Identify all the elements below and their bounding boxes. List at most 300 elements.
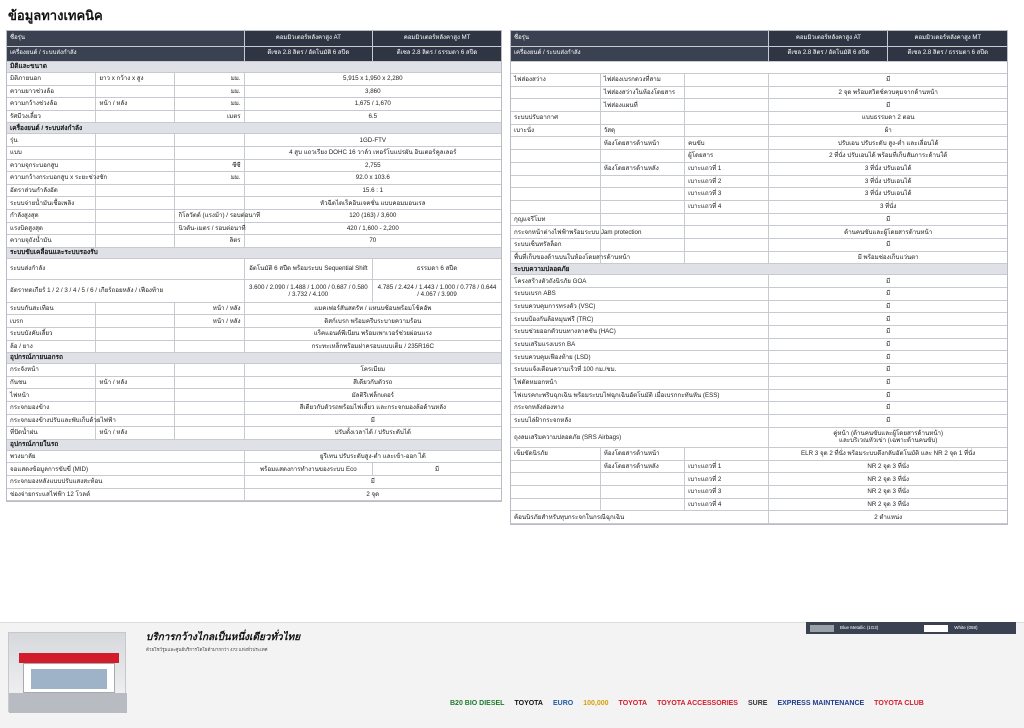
spec-value: กระทะเหล็กพร้อมฝาครอบแบบเต็ม / 235R16C bbox=[244, 340, 501, 353]
section-title: เครื่องยนต์ / ระบบส่งกำลัง bbox=[7, 123, 501, 134]
spec-label: รัศมีวงเลี้ยว bbox=[7, 110, 96, 123]
table-row bbox=[511, 137, 1007, 150]
spec-sub bbox=[96, 197, 175, 210]
spec-value: 1GD-FTV bbox=[244, 134, 501, 147]
color-swatch-white bbox=[924, 625, 948, 632]
spec-unit bbox=[175, 327, 244, 340]
spec-value: มี bbox=[769, 351, 1007, 364]
table-row bbox=[7, 364, 501, 377]
spec-label: ช่องจ่ายกระแสไฟฟ้า 12 โวลต์ bbox=[7, 488, 244, 501]
spec-sub: หน้า / หลัง bbox=[96, 427, 175, 440]
spec-label bbox=[600, 112, 684, 125]
partner-logo: EXPRESS MAINTENANCE bbox=[777, 699, 865, 707]
spec-sub bbox=[685, 99, 769, 112]
spec-group bbox=[511, 175, 600, 188]
table-row bbox=[7, 280, 501, 303]
section-header-row bbox=[7, 62, 501, 73]
spec-unit bbox=[175, 364, 244, 377]
table-row bbox=[511, 460, 1007, 473]
spec-value: มี bbox=[769, 288, 1007, 301]
spec-label: ห้องโดยสารด้านหน้า bbox=[600, 447, 684, 460]
spec-sub bbox=[96, 159, 175, 172]
table-row bbox=[7, 134, 501, 147]
spec-group bbox=[511, 137, 600, 150]
table-row bbox=[511, 473, 1007, 486]
section-title: ระบบความปลอดภัย bbox=[511, 264, 1007, 275]
spec-sub bbox=[96, 389, 175, 402]
table-row bbox=[7, 222, 501, 235]
table-row bbox=[511, 213, 1007, 226]
spec-value: NR 2 จุด 3 ที่นั่ง bbox=[769, 485, 1007, 498]
spec-label: ไฟเบรคกะพริบฉุกเฉิน พร้อมระบบไฟฉุกเฉินอัตโนมัติ เมื่อเบรกกะทันหัน (ESS) bbox=[511, 389, 769, 402]
spec-label bbox=[600, 498, 684, 511]
spec-sub bbox=[96, 364, 175, 377]
left-spec-body bbox=[7, 62, 501, 502]
spec-label: ที่ปัดน้ำฝน bbox=[7, 427, 96, 440]
spec-label bbox=[600, 485, 684, 498]
spec-value: มี bbox=[769, 376, 1007, 389]
spec-label: กระจังหน้า bbox=[7, 364, 96, 377]
spec-unit: มม. bbox=[175, 85, 244, 98]
col-at-name: คอมมิวเตอร์หลังคาสูง AT bbox=[769, 31, 888, 46]
color-legend bbox=[806, 622, 1016, 634]
table-row bbox=[7, 488, 501, 501]
spec-unit: มม. bbox=[175, 98, 244, 111]
spec-label: แบบ bbox=[7, 146, 96, 159]
spec-sub: เบาะแถวที่ 4 bbox=[685, 200, 769, 213]
spec-group bbox=[511, 460, 600, 473]
service-subtitle: ด้วยโชว์รูมและศูนย์บริการโตโยต้ามากกว่า 472 แห่งทั่วประเทศ bbox=[146, 647, 268, 652]
spec-sub bbox=[685, 447, 769, 460]
table-row bbox=[7, 414, 501, 427]
spec-unit bbox=[175, 340, 244, 353]
spec-label bbox=[600, 213, 684, 226]
spec-label: ถุงลมเสริมความปลอดภัย (SRS Airbags) bbox=[511, 427, 769, 447]
table-row bbox=[7, 85, 501, 98]
spec-value: ด้านคนขับและผู้โดยสารด้านหน้า bbox=[769, 226, 1007, 239]
section-title: อุปกรณ์ภายในรถ bbox=[7, 439, 501, 450]
table-row bbox=[7, 315, 501, 328]
table-row bbox=[511, 288, 1007, 301]
spec-value: NR 2 จุด 3 ที่นั่ง bbox=[769, 473, 1007, 486]
spec-label: มิติภายนอก bbox=[7, 73, 96, 86]
spec-unit: มม. bbox=[175, 172, 244, 185]
spec-sub: เบาะแถวที่ 1 bbox=[685, 162, 769, 175]
spec-group: เบาะนั่ง bbox=[511, 124, 600, 137]
table-row bbox=[511, 338, 1007, 351]
legend-label-2: White (058) bbox=[954, 625, 978, 631]
spec-group bbox=[511, 99, 600, 112]
showroom-image bbox=[8, 632, 126, 712]
spec-sub bbox=[685, 238, 769, 251]
table-row bbox=[511, 112, 1007, 125]
table-row bbox=[511, 402, 1007, 415]
table-row bbox=[7, 235, 501, 248]
table-header-row bbox=[511, 31, 1007, 46]
spec-value: ดิสก์เบรก พร้อมครีบระบายความร้อน bbox=[244, 315, 501, 328]
spec-label: ไฟส่องแผนที่ bbox=[600, 99, 684, 112]
spec-label: กันชน bbox=[7, 376, 96, 389]
spec-value: แมคเฟอร์สันสตรัท / แหนบซ้อนพร้อมโช้คอัพ bbox=[244, 302, 501, 315]
table-row bbox=[511, 175, 1007, 188]
spec-label: อัตราส่วนกำลังอัด bbox=[7, 184, 96, 197]
table-header-sub-row bbox=[7, 46, 501, 61]
spec-sub: คนขับ bbox=[685, 137, 769, 150]
right-spec-body bbox=[511, 62, 1007, 525]
spec-group bbox=[511, 473, 600, 486]
spec-label: โครงสร้างตัวถังนิรภัย GOA bbox=[511, 275, 769, 288]
table-row bbox=[511, 511, 1007, 524]
spec-unit bbox=[175, 427, 244, 440]
section-title: ระบบขับเคลื่อนและระบบรองรับ bbox=[7, 247, 501, 258]
table-row bbox=[511, 498, 1007, 511]
spec-label: ความกว้างช่วงล้อ bbox=[7, 98, 96, 111]
spec-value: มี bbox=[769, 402, 1007, 415]
spec-sub: เบาะแถวที่ 4 bbox=[685, 498, 769, 511]
spec-value: 3 ที่นั่ง bbox=[769, 200, 1007, 213]
spec-unit bbox=[175, 197, 244, 210]
right-spec-table bbox=[510, 30, 1008, 525]
spec-label: กระจกมองหลังแบบปรับแสงสะท้อน bbox=[7, 475, 244, 488]
spec-value: 70 bbox=[244, 235, 501, 248]
spec-label: ไฟหน้า bbox=[7, 389, 96, 402]
spec-value: 4 สูบ แถวเรียง DOHC 16 วาล์ว เทอร์โบแปรผัน อินเตอร์คูลเลอร์ bbox=[244, 146, 501, 159]
spec-label: ระบบควบคุมเฟืองท้าย (LSD) bbox=[511, 351, 769, 364]
spec-label: อัตราทดเกียร์ 1 / 2 / 3 / 4 / 5 / 6 / เกียร์ถอยหลัง / เฟืองท้าย bbox=[7, 280, 244, 303]
table-row bbox=[511, 427, 1007, 447]
partner-logo: 100,000 bbox=[583, 699, 609, 707]
table-row bbox=[511, 414, 1007, 427]
spec-group bbox=[511, 200, 600, 213]
spec-value: มี bbox=[769, 275, 1007, 288]
spec-label: ความจุถังน้ำมัน bbox=[7, 235, 96, 248]
section-title: มิติและขนาด bbox=[7, 62, 501, 73]
spec-value: 2 ตำแหน่ง bbox=[769, 511, 1007, 524]
spec-value: มี bbox=[244, 475, 501, 488]
spec-value: มัลติรีเฟล็กเตอร์ bbox=[244, 389, 501, 402]
spec-sub: เบาะแถวที่ 2 bbox=[685, 175, 769, 188]
spec-unit: นิวตัน-เมตร / รอบต่อนาที bbox=[175, 222, 244, 235]
table-row bbox=[7, 209, 501, 222]
spec-group: พื้นที่เก็บของด้านบนในห้องโดยสารด้านหน้า bbox=[511, 251, 600, 264]
table-row bbox=[7, 475, 501, 488]
spec-sub: เบาะแถวที่ 1 bbox=[685, 460, 769, 473]
spec-unit bbox=[175, 414, 244, 427]
spec-sub: ยาว x กว้าง x สูง bbox=[96, 73, 175, 86]
spec-label: ค้อนนิรภัยสำหรับทุบกระจกในกรณีฉุกเฉิน bbox=[511, 511, 769, 524]
spec-unit: ลิตร bbox=[175, 235, 244, 248]
model-label: ชื่อรุ่น bbox=[7, 31, 244, 46]
table-row bbox=[511, 313, 1007, 326]
spec-group bbox=[511, 498, 600, 511]
col-mt-sub: ดีเซล 2.8 ลิตร / ธรรมดา 6 สปีด bbox=[888, 46, 1007, 61]
col-mt-sub: ดีเซล 2.8 ลิตร / ธรรมดา 6 สปีด bbox=[373, 46, 501, 61]
table-row bbox=[7, 401, 501, 414]
spec-label: ห้องโดยสารด้านหน้า bbox=[600, 137, 684, 150]
spec-label bbox=[600, 150, 684, 163]
partner-logo: TOYOTA CLUB bbox=[874, 699, 924, 707]
spec-label bbox=[600, 175, 684, 188]
engine-label: เครื่องยนต์ / ระบบส่งกำลัง bbox=[7, 46, 244, 61]
spec-label: ระบบเสริมแรงเบรก BA bbox=[511, 338, 769, 351]
spec-sub bbox=[96, 85, 175, 98]
spec-label: ความจุกระบอกสูบ bbox=[7, 159, 96, 172]
spec-sub bbox=[96, 315, 175, 328]
table-row bbox=[511, 251, 1007, 264]
table-row bbox=[511, 162, 1007, 175]
spec-unit: หน้า / หลัง bbox=[175, 315, 244, 328]
spec-group bbox=[511, 150, 600, 163]
spec-sub bbox=[685, 226, 769, 239]
spec-label: ความกว้างกระบอกสูบ x ระยะช่วงชัก bbox=[7, 172, 96, 185]
spec-group: ไฟส่องสว่าง bbox=[511, 74, 600, 87]
legend-label-1: Blue Metallic (1G3) bbox=[840, 625, 879, 631]
spec-value: NR 2 จุด 3 ที่นั่ง bbox=[769, 460, 1007, 473]
spec-label bbox=[600, 473, 684, 486]
spec-value: มี bbox=[769, 414, 1007, 427]
spec-sub bbox=[96, 184, 175, 197]
spec-value: มี bbox=[769, 326, 1007, 339]
spec-value-at: อัตโนมัติ 6 สปีด พร้อมระบบ Sequential Shift bbox=[244, 258, 372, 279]
table-row bbox=[511, 200, 1007, 213]
spec-sub: ผู้โดยสาร bbox=[685, 150, 769, 163]
section-header-row bbox=[7, 247, 501, 258]
table-row bbox=[7, 376, 501, 389]
spec-value: มี bbox=[769, 364, 1007, 377]
spec-value: 5,915 x 1,950 x 2,280 bbox=[244, 73, 501, 86]
spec-value: 2 จุด พร้อมสวิตช์ควบคุมจากด้านหน้า bbox=[769, 86, 1007, 99]
table-row bbox=[7, 98, 501, 111]
spec-label: ระบบช่วยออกตัวบนทางลาดชัน (HAC) bbox=[511, 326, 769, 339]
spec-value: ผ้า bbox=[769, 124, 1007, 137]
table-header-sub-row bbox=[511, 46, 1007, 61]
spec-value: 120 (163) / 3,600 bbox=[244, 209, 501, 222]
spec-sub bbox=[96, 340, 175, 353]
spec-sub bbox=[685, 124, 769, 137]
table-row bbox=[511, 389, 1007, 402]
spec-value-at: 3.600 / 2.090 / 1.488 / 1.000 / 0.687 / 0.580 / 3.732 / 4.100 bbox=[244, 280, 372, 303]
spec-sub bbox=[685, 213, 769, 226]
engine-label: เครื่องยนต์ / ระบบส่งกำลัง bbox=[511, 46, 769, 61]
col-mt-name: คอมมิวเตอร์หลังคาสูง MT bbox=[373, 31, 501, 46]
section-header-row bbox=[7, 123, 501, 134]
spec-unit: เมตร bbox=[175, 110, 244, 123]
spec-unit: หน้า / หลัง bbox=[175, 302, 244, 315]
spec-label: ระบบไล่ฝ้ากระจกหลัง bbox=[511, 414, 769, 427]
table-row bbox=[7, 110, 501, 123]
spec-label: ห้องโดยสารด้านหลัง bbox=[600, 162, 684, 175]
spec-value: มี bbox=[769, 99, 1007, 112]
spec-label: แรงบิดสูงสุด bbox=[7, 222, 96, 235]
spec-value-mt: มี bbox=[373, 463, 501, 476]
spec-sub bbox=[96, 327, 175, 340]
spec-value: 3,860 bbox=[244, 85, 501, 98]
spec-value-mt: 4.785 / 2.424 / 1.443 / 1.000 / 0.778 / 0.644 / 4.067 / 3.909 bbox=[373, 280, 501, 303]
spec-label: ระบบส่งกำลัง bbox=[7, 258, 244, 279]
table-row bbox=[511, 99, 1007, 112]
spec-value: 2,755 bbox=[244, 159, 501, 172]
table-row bbox=[511, 485, 1007, 498]
spec-label bbox=[600, 200, 684, 213]
table-row bbox=[511, 351, 1007, 364]
partner-logo: TOYOTA bbox=[514, 699, 543, 707]
partner-logo: TOYOTA ACCESSORIES bbox=[657, 699, 738, 707]
spec-value: มี bbox=[769, 213, 1007, 226]
table-row bbox=[7, 427, 501, 440]
spec-sub bbox=[96, 146, 175, 159]
spec-value: มี พร้อมช่องเก็บแว่นตา bbox=[769, 251, 1007, 264]
spec-value: 3 ที่นั่ง ปรับเอนได้ bbox=[769, 175, 1007, 188]
table-row bbox=[511, 188, 1007, 201]
spec-sub bbox=[96, 235, 175, 248]
spec-sub bbox=[685, 112, 769, 125]
table-row bbox=[7, 73, 501, 86]
table-row bbox=[7, 302, 501, 315]
spec-label: ระบบบังคับเลี้ยว bbox=[7, 327, 96, 340]
spec-label: ระบบจ่ายน้ำมันเชื้อเพลิง bbox=[7, 197, 96, 210]
spec-label: วัสดุ bbox=[600, 124, 684, 137]
table-row bbox=[7, 389, 501, 402]
spec-unit bbox=[175, 146, 244, 159]
spec-label: พวงมาลัย bbox=[7, 450, 244, 463]
spacer-cell bbox=[511, 62, 1007, 74]
spec-sub: เบาะแถวที่ 2 bbox=[685, 473, 769, 486]
section-header-row bbox=[511, 264, 1007, 275]
spec-unit bbox=[175, 401, 244, 414]
spec-value: สีเดียวกับตัวรถพร้อมไฟเลี้ยว และกระจกมองล้อด้านหลัง bbox=[244, 401, 501, 414]
spec-unit bbox=[175, 184, 244, 197]
spec-value: ปรับตั้งเวลาได้ / ปรับระดับได้ bbox=[244, 427, 501, 440]
spec-sub: เบาะแถวที่ 3 bbox=[685, 188, 769, 201]
spec-group bbox=[511, 162, 600, 175]
table-row bbox=[511, 447, 1007, 460]
table-row bbox=[7, 463, 501, 476]
table-row bbox=[7, 159, 501, 172]
spec-value: 92.0 x 103.6 bbox=[244, 172, 501, 185]
partner-logos bbox=[450, 692, 924, 716]
spec-label: เบรก bbox=[7, 315, 96, 328]
spec-group: กุญแจรีโมท bbox=[511, 213, 600, 226]
spec-sub bbox=[685, 86, 769, 99]
spec-group bbox=[511, 86, 600, 99]
table-row bbox=[511, 74, 1007, 87]
spec-value: ยูรีเทน ปรับระดับสูง-ต่ำ และเข้า-ออก ได้ bbox=[244, 450, 501, 463]
spec-label: ระบบแจ้งเตือนความเร็วที่ 100 กม./ชม. bbox=[511, 364, 769, 377]
spec-value: 2 ที่นั่ง ปรับเอนได้ พร้อมที่เก็บสัมภาระด้านใต้ bbox=[769, 150, 1007, 163]
table-row bbox=[7, 184, 501, 197]
left-spec-table bbox=[6, 30, 502, 502]
spec-unit bbox=[175, 376, 244, 389]
spec-label: ล้อ / ยาง bbox=[7, 340, 96, 353]
partner-logo: SURE bbox=[747, 699, 768, 707]
spec-group: เข็มขัดนิรภัย bbox=[511, 447, 600, 460]
spec-sub bbox=[96, 134, 175, 147]
color-swatch-blue bbox=[810, 625, 834, 632]
table-row bbox=[511, 226, 1007, 239]
spec-value: แร็คแอนด์พีเนียน พร้อมเพาเวอร์ช่วยผ่อนแรง bbox=[244, 327, 501, 340]
section-header-row bbox=[7, 353, 501, 364]
spec-unit: ซีซี bbox=[175, 159, 244, 172]
spec-value: 420 / 1,600 - 2,200 bbox=[244, 222, 501, 235]
spec-value: หัวฉีดไดเร็คอินเจคชั่น แบบคอมมอนเรล bbox=[244, 197, 501, 210]
spec-label: ไฟส่องสว่างในห้องโดยสาร bbox=[600, 86, 684, 99]
spec-sub bbox=[96, 209, 175, 222]
table-row bbox=[511, 300, 1007, 313]
spec-value-at: พร้อมแสดงการทำงานของระบบ Eco bbox=[244, 463, 372, 476]
spec-group bbox=[511, 485, 600, 498]
spec-label: ระบบควบคุมการทรงตัว (VSC) bbox=[511, 300, 769, 313]
table-row bbox=[7, 340, 501, 353]
table-row bbox=[511, 376, 1007, 389]
section-title: อุปกรณ์ภายนอกรถ bbox=[7, 353, 501, 364]
table-row bbox=[7, 258, 501, 279]
spec-value: สีเดียวกับตัวรถ bbox=[244, 376, 501, 389]
spec-label: รุ่น bbox=[7, 134, 96, 147]
table-row bbox=[7, 450, 501, 463]
spec-label: กระจกมองข้างปรับและพับเก็บด้วยไฟฟ้า bbox=[7, 414, 96, 427]
table-row bbox=[7, 146, 501, 159]
spec-value: มี bbox=[769, 300, 1007, 313]
table-row bbox=[511, 124, 1007, 137]
table-row bbox=[511, 86, 1007, 99]
spec-sub bbox=[685, 251, 769, 264]
service-title: บริการกว้างไกลเป็นหนึ่งเดียวทั่วไทย bbox=[146, 632, 301, 643]
spec-unit: กิโลวัตต์ (แรงม้า) / รอบต่อนาที bbox=[175, 209, 244, 222]
partner-logo: B20 BIO DIESEL bbox=[450, 699, 505, 707]
spec-group: ระบบเซ็นทรัลล็อก bbox=[511, 238, 600, 251]
spec-value: มี bbox=[769, 74, 1007, 87]
table-row bbox=[511, 150, 1007, 163]
spec-value: มี bbox=[769, 313, 1007, 326]
spec-sub bbox=[685, 74, 769, 87]
spec-sub bbox=[96, 401, 175, 414]
spec-value: ELR 3 จุด 2 ที่นั่ง พร้อมระบบดึงกลับอัตโนมัติ และ NR 2 จุด 1 ที่นั่ง bbox=[769, 447, 1007, 460]
table-header-row bbox=[7, 31, 501, 46]
spec-label: ระบบกันสะเทือน bbox=[7, 302, 96, 315]
spec-value-mt: ธรรมดา 6 สปีด bbox=[373, 258, 501, 279]
spec-label: จอแสดงข้อมูลการขับขี่ (MID) bbox=[7, 463, 244, 476]
spec-sub bbox=[96, 110, 175, 123]
spec-label bbox=[600, 238, 684, 251]
spec-label: ระบบป้องกันล้อหมุนฟรี (TRC) bbox=[511, 313, 769, 326]
airbag-value-line: และบริเวณหัวเข่า (เฉพาะด้านคนขับ) bbox=[839, 437, 938, 445]
table-row bbox=[511, 326, 1007, 339]
spec-label: ไฟส่องเบรกดวงที่สาม bbox=[600, 74, 684, 87]
spec-value: NR 2 จุด 3 ที่นั่ง bbox=[769, 498, 1007, 511]
table-row bbox=[511, 275, 1007, 288]
table-row bbox=[7, 172, 501, 185]
spec-unit bbox=[175, 134, 244, 147]
spec-value: มี bbox=[244, 414, 501, 427]
spec-value: 3 ที่นั่ง ปรับเอนได้ bbox=[769, 188, 1007, 201]
table-row bbox=[511, 364, 1007, 377]
spec-group bbox=[511, 188, 600, 201]
spec-label: ความยาวช่วงล้อ bbox=[7, 85, 96, 98]
airbag-value-line: คู่หน้า (ด้านคนขับและผู้โดยสารด้านหน้า) bbox=[833, 430, 944, 438]
spec-value: 15.6 : 1 bbox=[244, 184, 501, 197]
partner-logo: TOYOTA bbox=[618, 699, 648, 707]
spec-group: ระบบปรับอากาศ bbox=[511, 112, 600, 125]
spec-label: กระจกมองข้าง bbox=[7, 401, 96, 414]
spec-value: ปรับเอน ปรับระดับ สูง-ต่ำ และเลื่อนได้ bbox=[769, 137, 1007, 150]
table-row bbox=[511, 238, 1007, 251]
spec-sub: เบาะแถวที่ 3 bbox=[685, 485, 769, 498]
col-at-name: คอมมิวเตอร์หลังคาสูง AT bbox=[244, 31, 372, 46]
model-label: ชื่อรุ่น bbox=[511, 31, 769, 46]
spec-sub: หน้า / หลัง bbox=[96, 98, 175, 111]
table-row bbox=[7, 197, 501, 210]
spec-value: มี bbox=[769, 389, 1007, 402]
